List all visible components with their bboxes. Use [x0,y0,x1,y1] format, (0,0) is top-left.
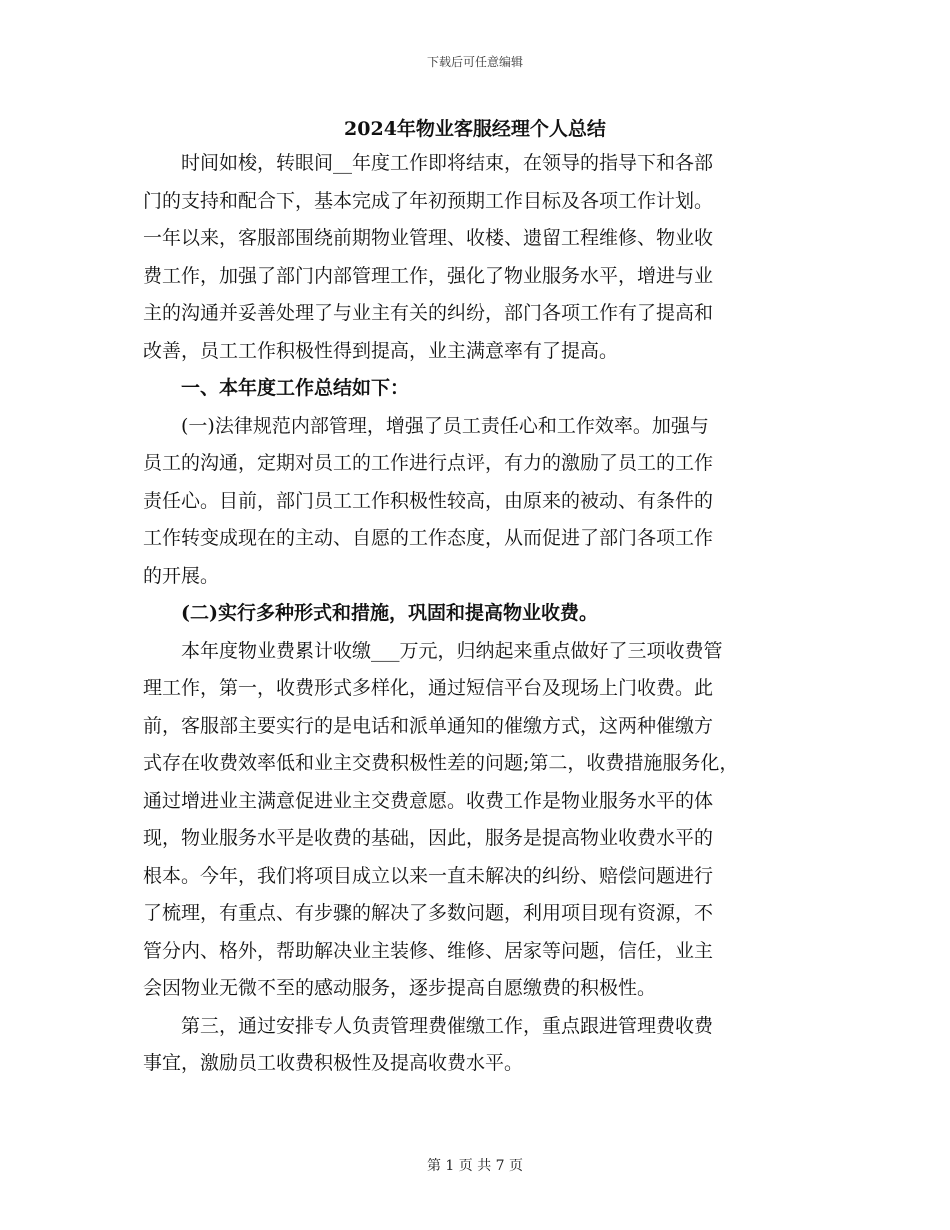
header-note: 下载后可任意编辑 [426,55,523,69]
paragraph-line: 第三，通过安排专人负责管理费催缴工作，重点跟进管理费收费 [181,1014,714,1037]
paragraph-line: 员工的沟通，定期对员工的工作进行点评，有力的激励了员工的工作 [143,452,714,474]
paragraph-line: 事宜，激励员工收费积极性及提高收费水平。 [143,1052,524,1074]
paragraph-line: 费工作，加强了部门内部管理工作，强化了物业服务水平，增进与业 [143,264,714,287]
paragraph-line: 了梳理，有重点、有步骤的解决了多数问题，利用项目现有资源，不 [143,902,714,924]
section-heading: 一、本年度工作总结如下： [181,377,410,399]
paragraph-line: 根本。今年，我们将项目成立以来一直未解决的纠纷、赔偿问题进行 [143,864,714,887]
paragraph-line: 管分内、格外，帮助解决业主装修、维修、居家等问题，信任，业主 [143,939,714,962]
paragraph-line: (一)法律规范内部管理，增强了员工责任心和工作效率。加强与 [181,414,709,437]
paragraph-line: 式存在收费效率低和业主交费积极性差的问题;第二，收费措施服务化， [143,752,739,774]
paragraph-line: 工作转变成现在的主动、自愿的工作态度，从而促进了部门各项工作 [143,527,714,549]
paragraph-line: 的开展。 [143,564,220,587]
paragraph-line: 通过增进业主满意促进业主交费意愿。收费工作是物业服务水平的体 [143,789,714,812]
paragraph-line: 前，客服部主要实行的是电话和派单通知的催缴方式，这两种催缴方 [143,714,714,737]
paragraph-line: 改善，员工工作积极性得到提高，业主满意率有了提高。 [143,339,619,362]
paragraph-line: 时间如梭，转眼间__年度工作即将结束，在领导的指导下和各部 [181,152,714,174]
paragraph-line: 责任心。目前，部门员工工作积极性较高，由原来的被动、有条件的 [143,489,714,512]
paragraph-line: 本年度物业费累计收缴___万元，归纳起来重点做好了三项收费管 [181,639,723,662]
page-footer: 第 1 页 共 7 页 [426,1158,524,1174]
paragraph-line: 会因物业无微不至的感动服务，逐步提高自愿缴费的积极性。 [143,977,657,999]
paragraph-line: 主的沟通并妥善处理了与业主有关的纠纷，部门各项工作有了提高和 [143,302,714,324]
document-body [143,145,815,1083]
subsection-heading: (二)实行多种形式和措施，巩固和提高物业收费。 [181,602,598,624]
paragraph-line: 一年以来，客服部围绕前期物业管理、收楼、遗留工程维修、物业收 [143,227,714,249]
paragraph-line: 理工作，第一，收费形式多样化，通过短信平台及现场上门收费。此 [143,677,714,699]
paragraph-line: 门的支持和配合下，基本完成了年初预期工作目标及各项工作计划。 [143,189,714,212]
paragraph-line: 现，物业服务水平是收费的基础，因此，服务是提高物业收费水平的 [143,827,714,849]
document-title: 2024年物业客服经理个人总结 [344,118,606,140]
